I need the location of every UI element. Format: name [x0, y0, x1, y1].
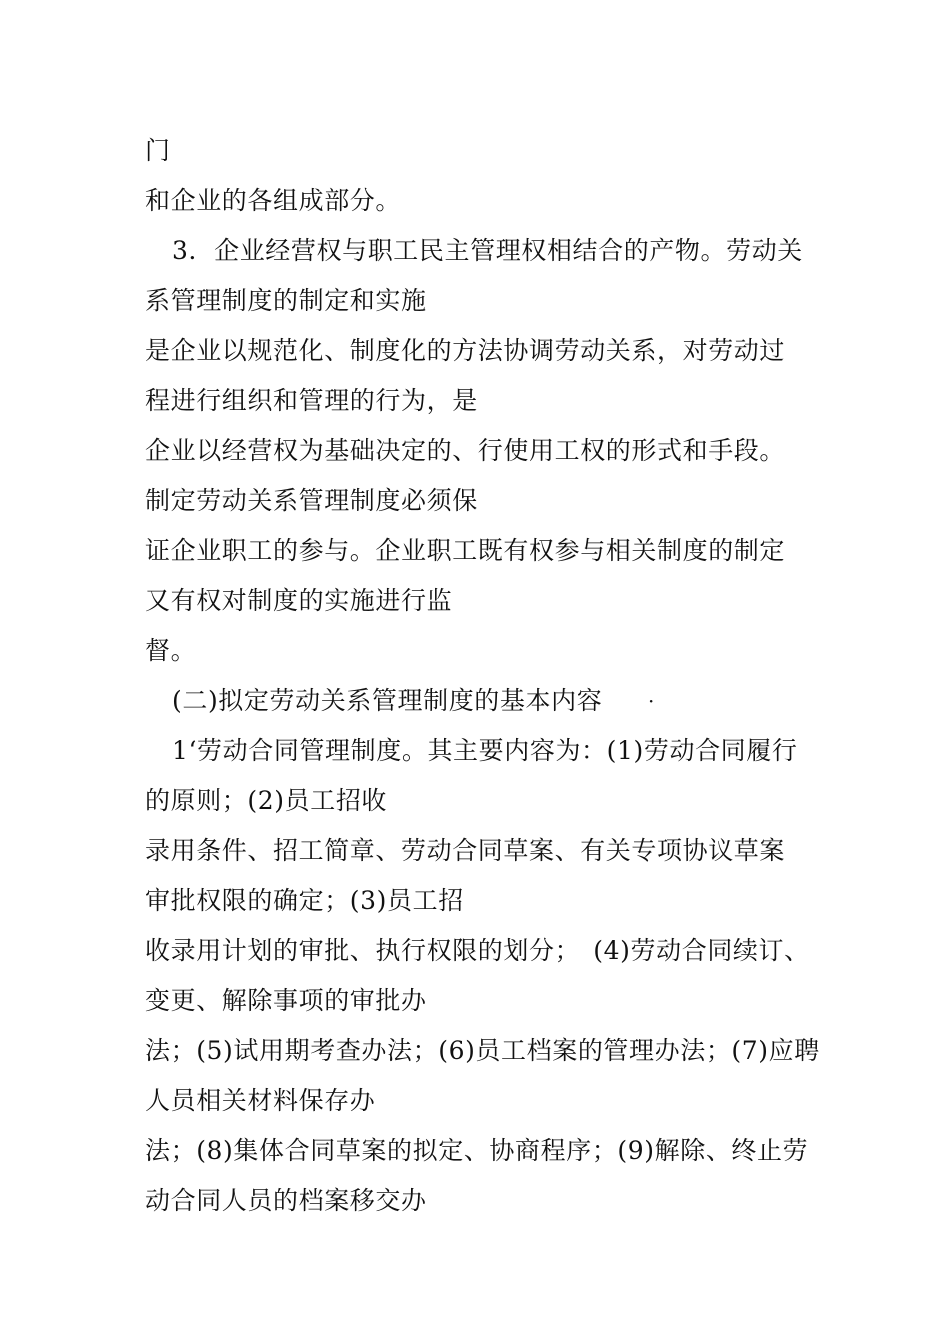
text-line: 人员相关材料保存办 [145, 1086, 376, 1115]
text-line: 1‘劳动合同管理制度。其主要内容为：(1)劳动合同履行 [172, 736, 798, 765]
text-line: 证企业职工的参与。企业职工既有权参与相关制度的制定 [145, 536, 786, 565]
text-line: 收录用计划的审批、执行权限的划分； (4)劳动合同续订、 [145, 936, 810, 965]
text-line: 法；(8)集体合同草案的拟定、协商程序；(9)解除、终止劳 [145, 1136, 809, 1165]
text-line: 录用条件、招工简章、劳动合同草案、有关专项协议草案 [145, 836, 786, 865]
text-line: 督。 [145, 636, 197, 665]
text-line: 变更、解除事项的审批办 [145, 986, 427, 1015]
section-heading: (二)拟定劳动关系管理制度的基本内容 [172, 686, 603, 715]
text-line: 程进行组织和管理的行为，是 [145, 386, 478, 415]
text-line: 的原则；(2)员工招收 [145, 786, 388, 815]
text-line: 法；(5)试用期考查办法；(6)员工档案的管理办法；(7)应聘 [145, 1036, 820, 1065]
text-line: 企业以经营权为基础决定的、行使用工权的形式和手段。 [145, 436, 786, 465]
text-line: 动合同人员的档案移交办 [145, 1186, 427, 1215]
text-line: 系管理制度的制定和实施 [145, 286, 427, 315]
text-line: 和企业的各组成部分。 [145, 186, 402, 215]
text-line: 3．企业经营权与职工民主管理权相结合的产物。劳动关 [172, 236, 803, 265]
stray-dot: · [648, 689, 655, 713]
text-line: 制定劳动关系管理制度必须保 [145, 486, 478, 515]
text-line: 门 [145, 136, 171, 165]
text-line: 是企业以规范化、制度化的方法协调劳动关系，对劳动过 [145, 336, 786, 365]
text-line: 又有权对制度的实施进行监 [145, 586, 453, 615]
text-line: 审批权限的确定；(3)员工招 [145, 886, 464, 915]
